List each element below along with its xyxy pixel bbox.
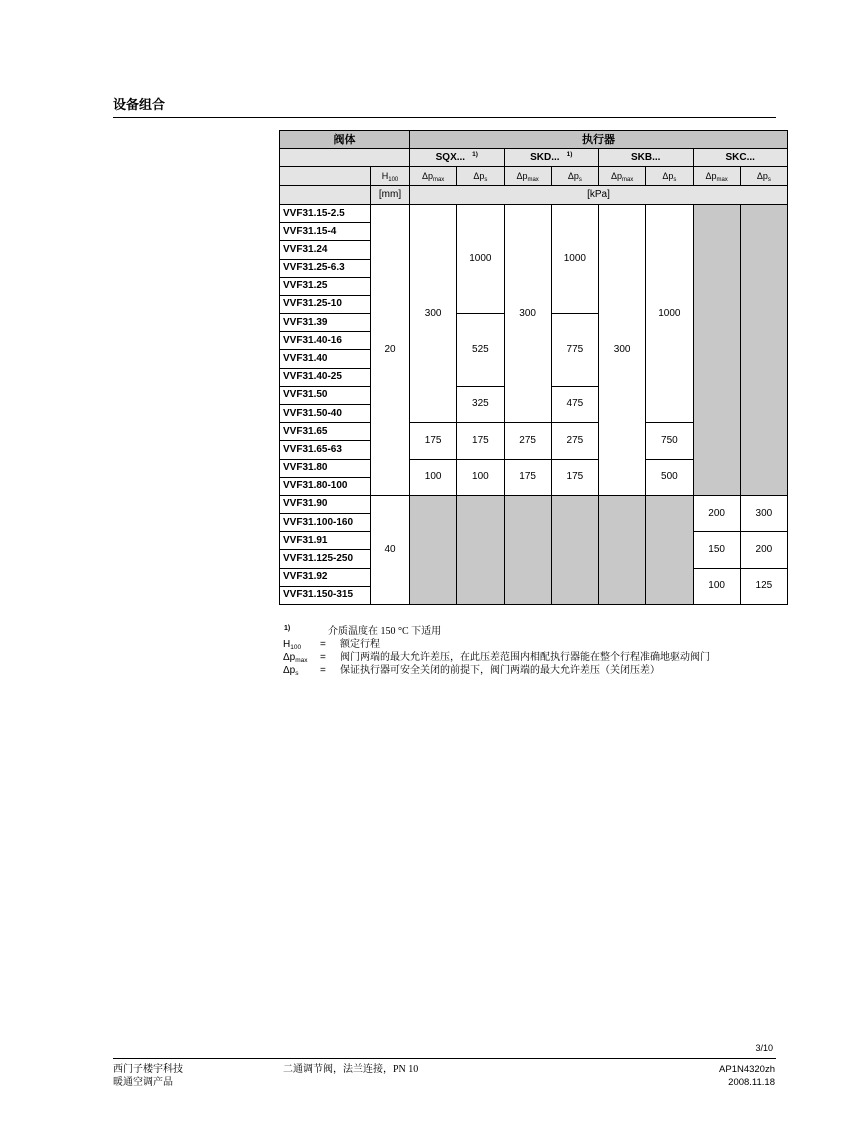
stroke-value-cell: 40 bbox=[371, 496, 410, 605]
actuator-name: SKD... bbox=[530, 151, 560, 163]
symbol-subscript: s bbox=[767, 177, 771, 183]
stroke-unit: [mm] bbox=[371, 186, 410, 205]
valve-type-cell: VVF31.91 bbox=[280, 532, 371, 550]
skd-dpmax-not-applicable-cell bbox=[505, 496, 552, 605]
definition-stroke bbox=[283, 638, 763, 651]
stroke-header bbox=[371, 167, 410, 186]
symbol-subscript: max bbox=[527, 177, 539, 183]
header-blank-cell bbox=[280, 149, 410, 167]
symbol-subscript: s bbox=[673, 177, 677, 183]
symbol-subscript: max bbox=[716, 177, 728, 183]
skb-dpmax-value-cell: 300 bbox=[599, 205, 646, 496]
symbol-subscript: s bbox=[295, 670, 299, 677]
stroke-symbol bbox=[283, 638, 301, 651]
dps-symbol bbox=[662, 170, 676, 182]
symbol-base: Δp bbox=[283, 652, 296, 663]
skb-dpmax-not-applicable-cell bbox=[599, 496, 646, 605]
dps-symbol bbox=[283, 664, 299, 677]
skc-dpmax-value-cell: 200 bbox=[694, 496, 741, 532]
symbol-base: Δp bbox=[421, 171, 433, 181]
skd-dps-value-cell: 175 bbox=[552, 460, 599, 496]
skd-dps-header bbox=[552, 167, 599, 186]
skc-dps-value-cell: 125 bbox=[741, 569, 788, 605]
dpmax-symbol bbox=[422, 170, 444, 182]
skc-dps-value-cell: 200 bbox=[741, 532, 788, 568]
footer-product-title: 二通调节阀，法兰连接，PN 10 bbox=[283, 1064, 419, 1075]
valve-type-cell: VVF31.40 bbox=[280, 350, 371, 368]
document-id: AP1N4320zh bbox=[719, 1064, 775, 1075]
sqx-dps-value-cell: 175 bbox=[457, 423, 504, 459]
skd-dpmax-header bbox=[505, 167, 552, 186]
actuator-name: SKB... bbox=[631, 151, 661, 163]
skb-dps-header bbox=[646, 167, 693, 186]
skd-dps-value-cell: 475 bbox=[552, 387, 599, 423]
valve-type-cell: VVF31.125-250 bbox=[280, 550, 371, 568]
sqx-dps-value-cell: 100 bbox=[457, 460, 504, 496]
valve-type-cell: VVF31.65 bbox=[280, 423, 371, 441]
skb-dpmax-header bbox=[599, 167, 646, 186]
skc-dpmax-value-cell: 150 bbox=[694, 532, 741, 568]
skc-dps-not-applicable-cell bbox=[741, 205, 788, 496]
valve-type-cell: VVF31.15-4 bbox=[280, 223, 371, 241]
dpmax-symbol bbox=[283, 651, 308, 664]
sqx-dpmax-value-cell: 175 bbox=[410, 423, 457, 459]
symbol-subscript: max bbox=[621, 177, 634, 183]
valve-type-cell: VVF31.92 bbox=[280, 569, 371, 587]
dps-symbol bbox=[568, 170, 582, 182]
equals-sign: = bbox=[320, 639, 326, 650]
definition-dpmax bbox=[283, 651, 763, 664]
skd-dpmax-value-cell: 275 bbox=[505, 423, 552, 459]
page-title: 设备组合 bbox=[113, 97, 166, 112]
skc-dpmax-not-applicable-cell bbox=[694, 205, 741, 496]
skd-dpmax-value-cell: 175 bbox=[505, 460, 552, 496]
sqx-dps-value-cell: 525 bbox=[457, 314, 504, 387]
actuator-skc-header bbox=[694, 149, 789, 167]
definition-text: 额定行程 bbox=[340, 639, 380, 650]
symbol-subscript: max bbox=[295, 657, 308, 664]
valve-type-cell: VVF31.40-25 bbox=[280, 369, 371, 387]
sqx-dpmax-value-cell: 100 bbox=[410, 460, 457, 496]
actuator-name: SKC... bbox=[725, 151, 755, 163]
skd-dps-value-cell: 1000 bbox=[552, 205, 599, 314]
valve-type-cell: VVF31.90 bbox=[280, 496, 371, 514]
actuator-sqx-label bbox=[436, 152, 478, 164]
valve-type-cell: VVF31.15-2.5 bbox=[280, 205, 371, 223]
actuator-skd-label bbox=[530, 152, 572, 164]
division-name: 暖通空调产品 bbox=[113, 1077, 173, 1088]
page-number: 3/10 bbox=[755, 1043, 773, 1053]
symbol-base: Δp bbox=[567, 171, 579, 181]
skc-dps-header bbox=[741, 167, 788, 186]
symbol-base: Δp bbox=[705, 171, 717, 181]
actuator-header: 执行器 bbox=[410, 131, 788, 149]
valve-type-cell: VVF31.40-16 bbox=[280, 332, 371, 350]
symbol-base: Δp bbox=[283, 665, 296, 676]
sqx-dps-not-applicable-cell bbox=[457, 496, 504, 605]
valve-type-cell: VVF31.25-10 bbox=[280, 296, 371, 314]
valve-type-cell: VVF31.50 bbox=[280, 387, 371, 405]
valve-actuator-combination-table bbox=[279, 130, 788, 605]
symbol-subscript: s bbox=[578, 177, 582, 183]
symbol-subscript: s bbox=[484, 177, 488, 183]
valve-type-cell: VVF31.25-6.3 bbox=[280, 260, 371, 278]
actuator-sqx-header bbox=[410, 149, 505, 167]
stroke-symbol bbox=[382, 170, 399, 182]
symbol-base: Δp bbox=[662, 171, 674, 181]
stroke-value-cell: 20 bbox=[371, 205, 410, 496]
skc-dps-value-cell: 300 bbox=[741, 496, 788, 532]
dpmax-symbol bbox=[516, 170, 538, 182]
sqx-dps-value-cell: 325 bbox=[457, 387, 504, 423]
valve-type-cell: VVF31.80-100 bbox=[280, 478, 371, 496]
valve-type-cell: VVF31.24 bbox=[280, 241, 371, 259]
skd-dpmax-value-cell: 300 bbox=[505, 205, 552, 423]
header-blank-cell bbox=[280, 167, 371, 186]
definition-text: 保证执行器可安全关闭的前提下，阀门两端的最大允许差压（关闭压差） bbox=[340, 665, 660, 676]
pressure-unit: [kPa] bbox=[410, 186, 788, 205]
definition-text: 阀门两端的最大允许差压，在此压差范围内相配执行器能在整个行程准确地驱动阀门 bbox=[340, 652, 710, 663]
valve-type-cell: VVF31.65-63 bbox=[280, 441, 371, 459]
dpmax-symbol bbox=[705, 170, 727, 182]
dpmax-symbol bbox=[611, 170, 633, 182]
skd-dps-value-cell: 775 bbox=[552, 314, 599, 387]
symbol-subscript: 100 bbox=[290, 644, 302, 651]
actuator-name: SQX... bbox=[435, 151, 466, 163]
skc-dpmax-header bbox=[694, 167, 741, 186]
header-blank-cell bbox=[280, 186, 371, 205]
footer-divider bbox=[113, 1058, 776, 1059]
document-date: 2008.11.18 bbox=[728, 1077, 775, 1088]
symbol-subscript: max bbox=[432, 177, 445, 183]
valve-type-cell: VVF31.25 bbox=[280, 278, 371, 296]
sqx-dps-header bbox=[457, 167, 504, 186]
valve-type-cell: VVF31.100-160 bbox=[280, 514, 371, 532]
symbol-base: H bbox=[381, 171, 389, 181]
actuator-skb-label bbox=[631, 152, 660, 164]
company-name: 西门子楼宇科技 bbox=[113, 1064, 183, 1075]
sqx-dpmax-value-cell: 300 bbox=[410, 205, 457, 423]
footnote-marker: 1) bbox=[472, 150, 478, 158]
equals-sign: = bbox=[320, 665, 326, 676]
footer-company bbox=[113, 1063, 183, 1089]
actuator-skd-header bbox=[505, 149, 600, 167]
footnote-marker: 1) bbox=[284, 625, 291, 632]
dps-symbol bbox=[473, 170, 487, 182]
skd-dps-not-applicable-cell bbox=[552, 496, 599, 605]
symbol-base: Δp bbox=[516, 171, 528, 181]
footnotes bbox=[283, 625, 763, 677]
valve-type-cell: VVF31.150-315 bbox=[280, 587, 371, 605]
skb-dps-not-applicable-cell bbox=[646, 496, 693, 605]
symbol-base: Δp bbox=[610, 171, 622, 181]
symbol-subscript: 100 bbox=[388, 177, 399, 183]
sqx-dps-value-cell: 1000 bbox=[457, 205, 504, 314]
sqx-dpmax-header bbox=[410, 167, 457, 186]
equals-sign: = bbox=[320, 652, 326, 663]
dps-symbol bbox=[757, 170, 771, 182]
skb-dps-value-cell: 1000 bbox=[646, 205, 693, 423]
skc-dpmax-value-cell: 100 bbox=[694, 569, 741, 605]
footnote-temperature bbox=[283, 625, 763, 638]
symbol-base: Δp bbox=[756, 171, 768, 181]
sqx-dpmax-not-applicable-cell bbox=[410, 496, 457, 605]
valve-type-cell: VVF31.39 bbox=[280, 314, 371, 332]
valve-body-header: 阀体 bbox=[280, 131, 410, 149]
valve-type-cell: VVF31.80 bbox=[280, 460, 371, 478]
footnote-marker: 1) bbox=[566, 150, 573, 158]
symbol-base: Δp bbox=[473, 171, 485, 181]
footnote-text: 介质温度在 150 °C 下适用 bbox=[328, 626, 442, 637]
definition-dps bbox=[283, 664, 763, 677]
actuator-skb-header bbox=[599, 149, 694, 167]
symbol-base: H bbox=[283, 639, 291, 650]
skb-dps-value-cell: 750 bbox=[646, 423, 693, 459]
valve-type-cell: VVF31.50-40 bbox=[280, 405, 371, 423]
skd-dps-value-cell: 275 bbox=[552, 423, 599, 459]
actuator-skc-label bbox=[726, 152, 755, 164]
skb-dps-value-cell: 500 bbox=[646, 460, 693, 496]
title-divider bbox=[113, 117, 776, 118]
footer-document-info bbox=[719, 1063, 775, 1089]
